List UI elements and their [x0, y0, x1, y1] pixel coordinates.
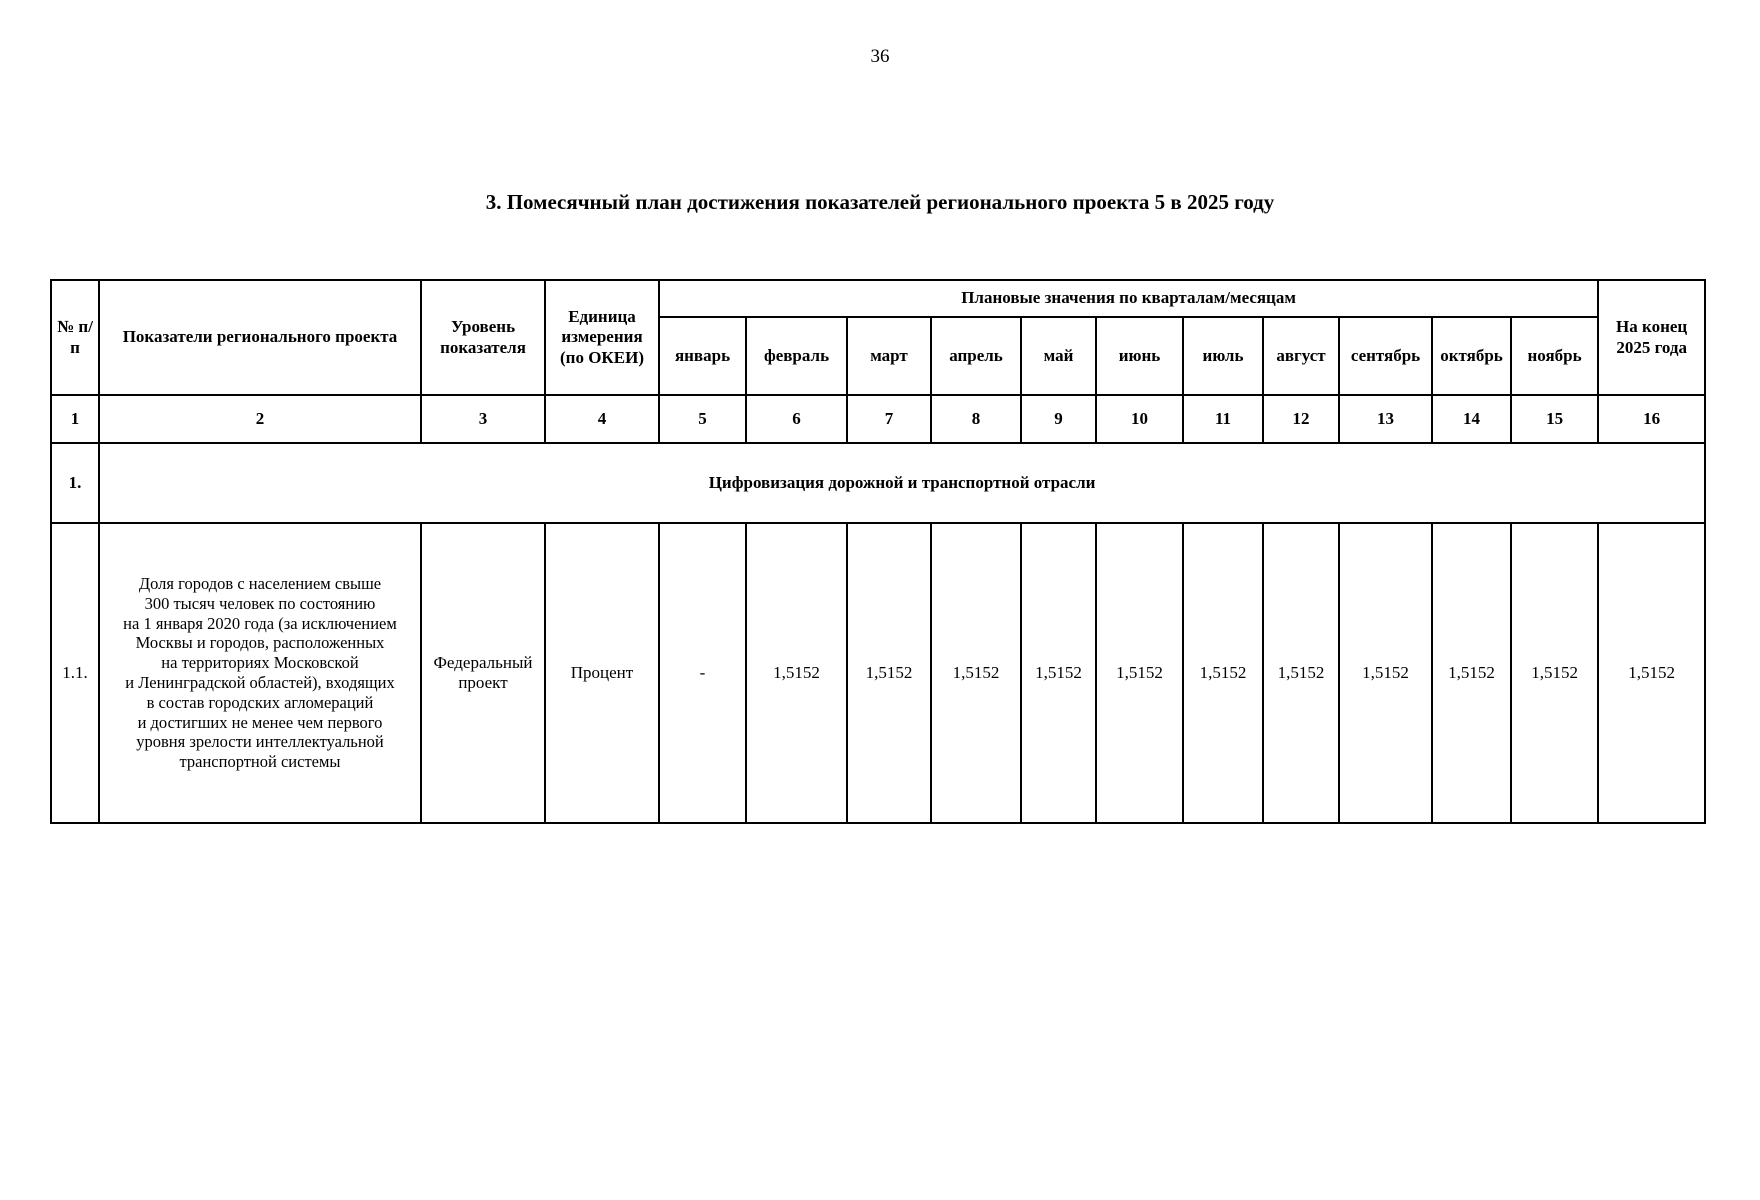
- column-number: 9: [1021, 395, 1096, 443]
- header-month: октябрь: [1432, 317, 1511, 395]
- month-value: 1,5152: [1021, 523, 1096, 823]
- indicator-name-line: и достигших не менее чем первого: [137, 712, 383, 732]
- indicator-name-line: на 1 января 2020 года (за исключением: [123, 613, 397, 633]
- header-month: март: [847, 317, 931, 395]
- header-unit: Единица измерения (по ОКЕИ): [545, 280, 659, 395]
- month-value: 1,5152: [1183, 523, 1263, 823]
- column-number: 3: [421, 395, 545, 443]
- indicator-level: Федеральный проект: [421, 523, 545, 823]
- indicator-name-line: 300 тысяч человек по состоянию: [144, 593, 376, 613]
- column-number: 2: [99, 395, 421, 443]
- plan-table: [50, 279, 1706, 824]
- indicator-name: [99, 523, 421, 823]
- column-number: 7: [847, 395, 931, 443]
- month-value: 1,5152: [1432, 523, 1511, 823]
- header-row-1: [51, 280, 1705, 317]
- section-number: 1.: [51, 443, 99, 523]
- row-number: 1.1.: [51, 523, 99, 823]
- indicator-name-line: на территориях Московской: [161, 653, 359, 673]
- indicator-name-line: уровня зрелости интеллектуальной: [136, 732, 384, 752]
- column-number: 5: [659, 395, 746, 443]
- indicator-name-line: транспортной системы: [179, 752, 341, 772]
- month-value: 1,5152: [1511, 523, 1598, 823]
- header-month: ноябрь: [1511, 317, 1598, 395]
- header-num: № п/п: [51, 280, 99, 395]
- year-end-value: 1,5152: [1598, 523, 1705, 823]
- column-number: 11: [1183, 395, 1263, 443]
- indicator-name-line: в состав городских агломераций: [146, 692, 374, 712]
- column-number: 8: [931, 395, 1021, 443]
- indicator-unit: Процент: [545, 523, 659, 823]
- header-month: январь: [659, 317, 746, 395]
- column-number-row: [51, 395, 1705, 443]
- column-number: 6: [746, 395, 847, 443]
- indicator-name-line: Доля городов с населением свыше: [138, 574, 382, 594]
- page-number: 36: [870, 46, 890, 67]
- section-title: 3. Помесячный план достижения показателей регионального проекта 5 в 2025 году: [485, 190, 1275, 214]
- column-number: 10: [1096, 395, 1183, 443]
- header-indicator: Показатели регионального проекта: [99, 280, 421, 395]
- month-value: 1,5152: [1339, 523, 1432, 823]
- header-month: август: [1263, 317, 1339, 395]
- column-number: 15: [1511, 395, 1598, 443]
- header-level: Уровень показателя: [421, 280, 545, 395]
- month-value: 1,5152: [1263, 523, 1339, 823]
- indicator-name-line: Москвы и городов, расположенных: [135, 633, 385, 653]
- header-plan-group: Плановые значения по кварталам/месяцам: [659, 280, 1598, 317]
- column-number: 16: [1598, 395, 1705, 443]
- column-number: 1: [51, 395, 99, 443]
- section-row: [51, 443, 1705, 523]
- column-number: 4: [545, 395, 659, 443]
- month-value: 1,5152: [746, 523, 847, 823]
- column-number: 14: [1432, 395, 1511, 443]
- header-month: апрель: [931, 317, 1021, 395]
- column-number: 13: [1339, 395, 1432, 443]
- column-number: 12: [1263, 395, 1339, 443]
- month-value: 1,5152: [931, 523, 1021, 823]
- header-year-end: На конец 2025 года: [1598, 280, 1705, 395]
- month-value: 1,5152: [847, 523, 931, 823]
- month-value: 1,5152: [1096, 523, 1183, 823]
- indicator-name-line: и Ленинградской областей), входящих: [125, 673, 395, 692]
- section-heading: Цифровизация дорожной и транспортной отрасли: [99, 443, 1705, 523]
- header-month: май: [1021, 317, 1096, 395]
- table-row: [51, 523, 1705, 823]
- header-month: июль: [1183, 317, 1263, 395]
- month-value: -: [659, 523, 746, 823]
- header-month: июнь: [1096, 317, 1183, 395]
- header-month: февраль: [746, 317, 847, 395]
- header-month: сентябрь: [1339, 317, 1432, 395]
